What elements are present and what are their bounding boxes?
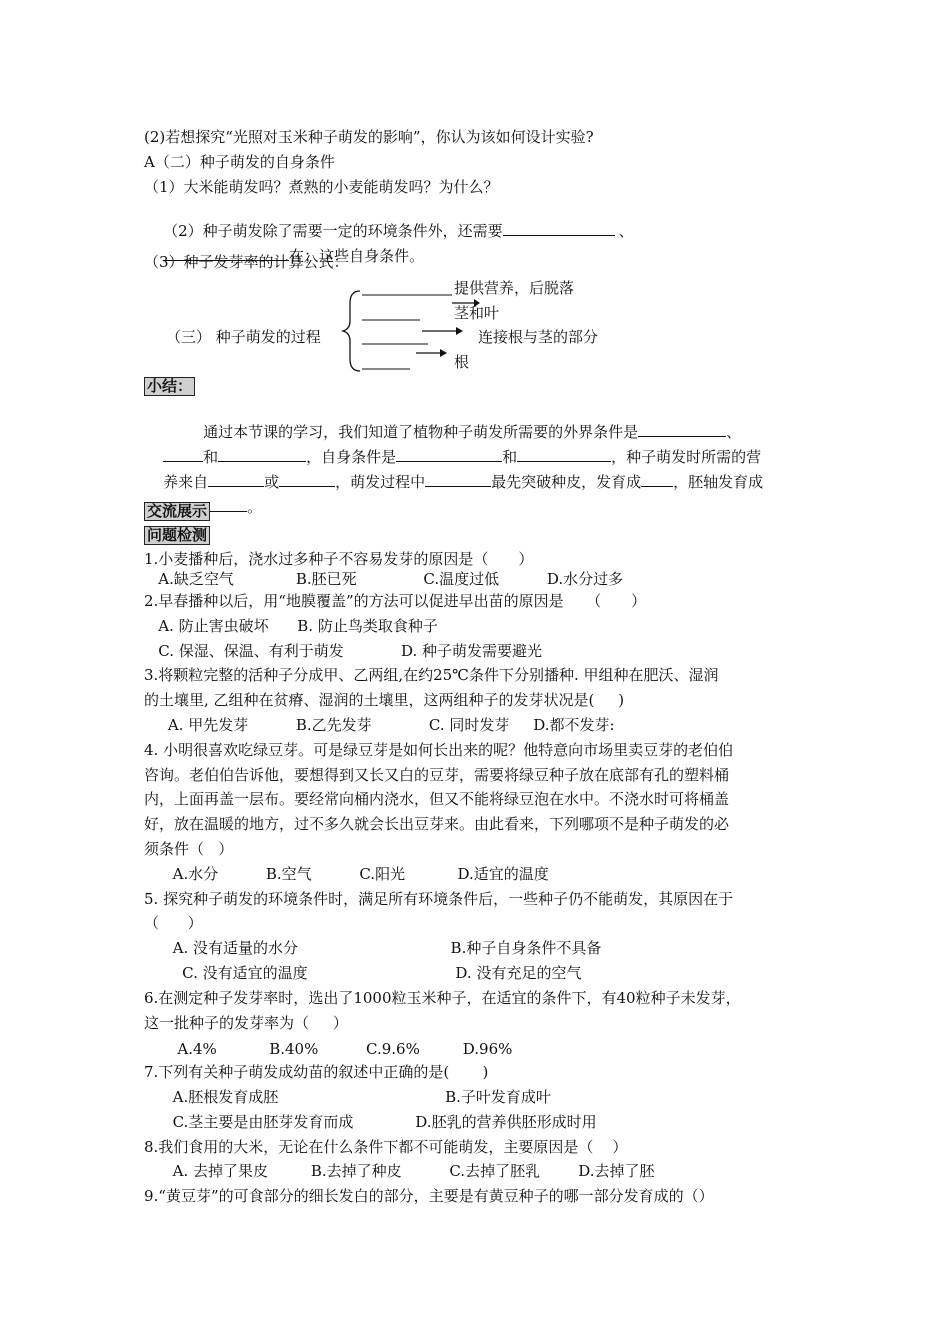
process-item-stem-leaf: 茎和叶 xyxy=(454,304,500,322)
question-line: 的土壤里, 乙组种在贫瘠、湿润的土壤里，这两组种子的发芽状况是( ) xyxy=(144,691,625,709)
question-line: A. 甲先发芽 B.乙先发芽 C. 同时发芽 D.都不发芽: xyxy=(144,716,615,734)
question-line: 2.早春播种以后，用“地膜覆盖”的方法可以促进早出苗的原因是 （ ） xyxy=(144,592,647,610)
arrow-2-head xyxy=(456,327,463,335)
summary-text: ，萌发过程中 xyxy=(335,473,426,491)
question-line: 内，上面再盖一层布。要经常向桶内浇水，但又不能将绿豆泡在水中。不浇水时可将桶盖 xyxy=(144,790,730,808)
question-line: 8.我们食用的大米，无论在什么条件下都不可能萌发，主要原因是（ ） xyxy=(144,1138,628,1156)
summary-label: 小结： xyxy=(144,377,195,396)
summary-text: 最先突破种皮，发育成 xyxy=(491,473,642,491)
question-line: A. 没有适量的水分 B.种子自身条件不具备 xyxy=(144,939,602,957)
brace xyxy=(343,291,360,371)
question-line: 这一批种子的发芽率为（ ） xyxy=(144,1014,348,1032)
process-item-cotyledon: 提供营养，后脱落 xyxy=(454,279,575,297)
process-title: （三） 种子萌发的过程 xyxy=(166,328,321,346)
question-line: A. 去掉了果皮 B.去掉了种皮 C.去掉了胚乳 D.去掉了胚 xyxy=(144,1162,655,1180)
question-2-light: (2)若想探究“光照对玉米种子萌发的影响”，你认为该如何设计实验? xyxy=(144,128,594,146)
section-self-conditions-title: A（二）种子萌发的自身条件 xyxy=(144,153,335,171)
question-line: C. 保湿、保温、有利于萌发 D. 种子萌发需要避光 xyxy=(144,642,543,660)
question-line: 好，放在温暖的地方，过不多久就会长出豆芽来。由此看来，下列哪项不是种子萌发的必 xyxy=(144,815,730,833)
germination-rate-formula: （3）种子发芽率的计算公式： xyxy=(144,253,349,271)
summary-text: 养来自 xyxy=(163,473,209,491)
question-line: 9.“黄豆芽”的可食部分的细长发白的部分，主要是有黄豆种子的哪一部分发育成的（） xyxy=(144,1187,714,1205)
question-line: A.缺乏空气 B.胚已死 C.温度过低 D.水分过多 xyxy=(144,570,624,588)
summary-text: 。 xyxy=(247,498,263,516)
answer-blank[interactable] xyxy=(503,221,615,236)
question-line: 5. 探究种子萌发的环境条件时，满足所有环境条件后，一些种子仍不能萌发，其原因在于 xyxy=(144,890,734,908)
summary-text: ，种子萌发时所需的营 xyxy=(611,448,762,466)
question-line: 1.小麦播种后，浇水过多种子不容易发芽的原因是（ ） xyxy=(144,550,534,568)
question-line: 4. 小明很喜欢吃绿豆芽。可是绿豆芽是如何长出来的呢？他特意向市场里卖豆芽的老伯伯 xyxy=(144,741,734,759)
question-line: A.4% B.40% C.9.6% D.96% xyxy=(144,1040,513,1058)
summary-text: 或 xyxy=(264,473,280,491)
self-conditions-q2-end: 在；这些自身条件。 xyxy=(289,247,425,265)
question-line: A.胚根发育成胚 B.子叶发育成叶 xyxy=(144,1088,551,1106)
answer-blank[interactable] xyxy=(425,472,491,487)
comma: 、 xyxy=(618,222,634,240)
answer-blank[interactable] xyxy=(641,472,673,487)
question-line: C. 没有适宜的温度 D. 没有充足的空气 xyxy=(144,964,582,982)
exchange-label: 交流展示 xyxy=(144,502,210,521)
check-label: 问题检测 xyxy=(144,526,210,545)
question-line: （ ） xyxy=(144,914,203,932)
question-line: 咨询。老伯伯告诉他，要想得到又长又白的豆芽，需要将绿豆种子放在底部有孔的塑料桶 xyxy=(144,766,730,784)
process-item-hypocotyl: 连接根与茎的部分 xyxy=(478,328,599,346)
summary-text: 和 xyxy=(502,448,518,466)
self-conditions-q2-text: （2）种子萌发除了需要一定的环境条件外，还需要 xyxy=(163,222,503,240)
summary-text: 、 xyxy=(726,423,742,441)
process-item-root: 根 xyxy=(454,353,470,371)
summary-text: ，胚轴发育成 xyxy=(673,473,764,491)
question-line: A.水分 B.空气 C.阳光 D.适宜的温度 xyxy=(144,865,549,883)
summary-text: 和 xyxy=(203,448,219,466)
question-line: 7.下列有关种子萌发成幼苗的叙述中正确的是( ) xyxy=(144,1063,489,1081)
summary-text: 通过本节课的学习，我们知道了植物种子萌发所需要的外界条件是 xyxy=(203,423,639,441)
question-line: C.茎主要是由胚芽发育而成 D.胚乳的营养供胚形成时用 xyxy=(144,1113,597,1131)
question-line: 3.将颗粒完整的活种子分成甲、乙两组,在约25℃条件下分别播种. 甲组种在肥沃、湿润 xyxy=(144,666,719,684)
question-line: 须条件（ ） xyxy=(144,840,234,858)
question-line: 6.在测定种子发芽率时，选出了1000粒玉米种子，在适宜的条件下，有40粒种子未发芽， xyxy=(144,989,741,1007)
summary-text: ，自身条件是 xyxy=(306,448,397,466)
arrow-3-head xyxy=(440,349,447,357)
answer-blank[interactable] xyxy=(279,472,335,487)
self-conditions-q1: （1）大米能萌发吗？煮熟的小麦能萌发吗？为什么？ xyxy=(144,178,499,196)
question-line: A. 防止害虫破坏 B. 防止鸟类取食种子 xyxy=(144,617,438,635)
